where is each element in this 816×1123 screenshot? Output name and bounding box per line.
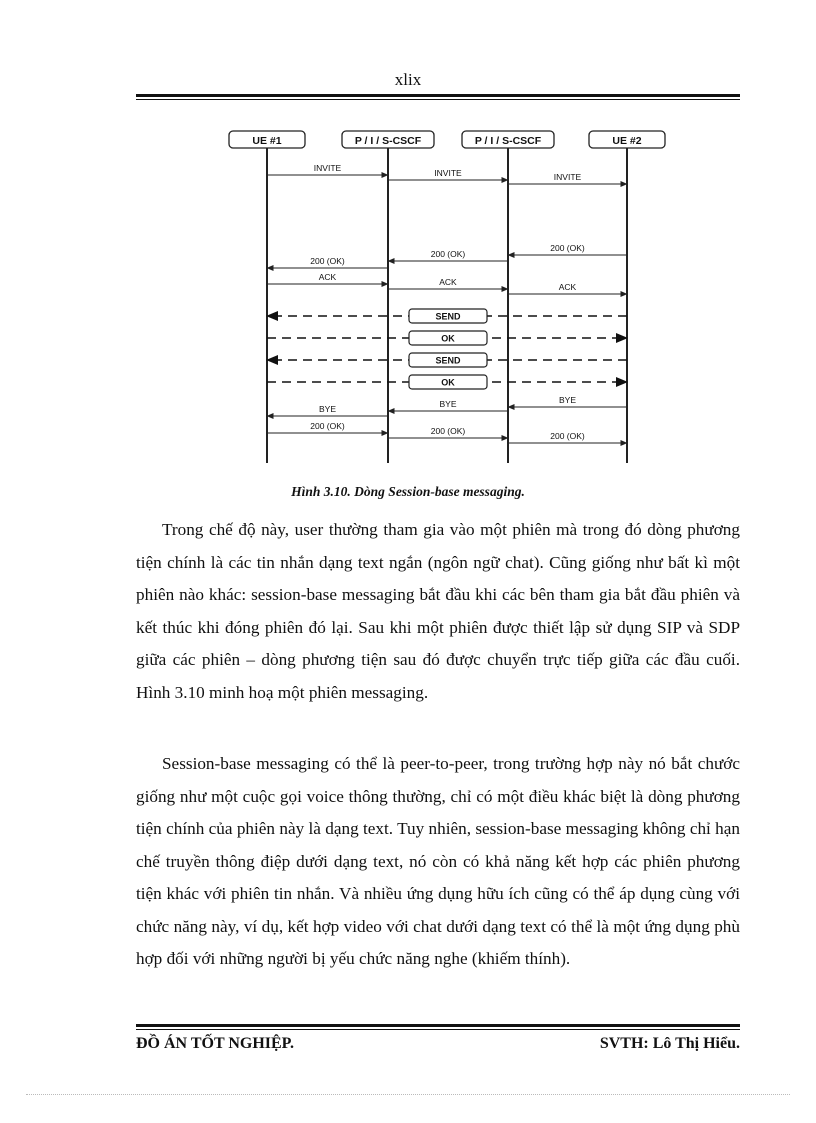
figure-caption: Hình 3.10. Dòng Session-base messaging. [291,484,525,499]
paragraph-1: Trong chế độ này, user thường tham gia vào một phiên mà trong đó dòng phương tiện chính là các tin nhắn dạng text ngắn (ngôn ngữ chat). Cũng giống như bất kì một phiên nào khác: session-base messaging bắt đầu khi các bên tham gia bắt đầu phiên và kết thúc khi đóng phiên đó lại. Sau khi một phiên được thiết lập sử dụng SIP và SDP giữa các phiên – dòng phương tiện sau đó được chuyển trực tiếp giữa các đầu cuối. Hình 3.10 minh hoạ một phiên messaging. [136,520,740,702]
entity-label: UE #1 [252,135,282,147]
message-arrow [388,277,508,289]
message-arrow [267,404,388,416]
message-label: ACK [318,272,337,282]
footer-student-name: SVTH: Lô Thị Hiểu. [599,1035,740,1052]
page-bottom-border [26,1094,790,1095]
message-label: 200 (OK) [550,431,585,441]
entity-label: P / I / S-CSCF [354,135,422,147]
message-arrow [388,168,508,180]
message-arrow [267,353,627,367]
message-label: SEND [435,355,461,366]
message-arrow [267,256,388,268]
message-label: OK [441,377,455,388]
message-label: BYE [318,404,337,414]
message-label: ACK [558,282,577,292]
message-arrow [508,431,627,443]
message-label: INVITE [313,163,342,173]
message-label: ACK [439,277,457,287]
message-arrow [267,272,388,284]
sequence-diagram [222,127,672,467]
message-label: BYE [439,399,457,409]
message-arrow [388,249,508,261]
message-arrow [267,375,627,389]
message-arrow [267,163,388,175]
message-arrow [267,331,627,345]
message-label: 200 (OK) [430,249,466,259]
message-arrow [508,243,627,255]
message-arrow [267,421,388,433]
message-arrow [388,426,508,438]
message-arrow [508,395,627,407]
entity-box [462,131,554,148]
message-label: 200 (OK) [550,243,585,253]
entity-label: UE #2 [612,135,642,147]
message-arrow [508,282,627,294]
message-label: 200 (OK) [430,426,466,436]
entity-box [229,131,305,148]
message-label: OK [441,333,455,344]
message-label: BYE [558,395,577,405]
page-number: xlix [394,70,422,89]
entity-box [342,131,434,148]
entity-label: P / I / S-CSCF [474,135,542,147]
message-label: INVITE [553,172,582,182]
paragraph-2: Session-base messaging có thể là peer-to-peer, trong trường hợp này nó bắt chước giống như một cuộc gọi voice thông thường, chỉ có một điều khác biệt là dòng phương tiện chính của phiên này là dạng text. Tuy nhiên, session-base messaging không chỉ hạn chế truyền thông điệp dưới dạng text, nó còn có khả năng kết hợp các phiên phương tiện khác với phiên tin nhắn. Và nhiều ứng dụng hữu ích cũng có thể áp dụng cùng với chức năng này, ví dụ, kết hợp video với chat dưới dạng text có thể là một ứng dụng phù hợp đối với những người bị yếu chức năng nghe (khiếm thính). [136,754,740,968]
message-label: 200 (OK) [310,421,345,431]
footer-rule [136,1024,740,1030]
message-label: 200 (OK) [310,256,345,266]
footer-thesis-title: ĐỒ ÁN TỐT NGHIỆP. [136,1035,294,1052]
message-arrow [267,309,627,323]
message-arrow [508,172,627,184]
message-arrow [388,399,508,411]
message-label: INVITE [434,168,462,178]
header-rule [136,94,740,100]
entity-box [589,131,665,148]
message-label: SEND [435,311,461,322]
